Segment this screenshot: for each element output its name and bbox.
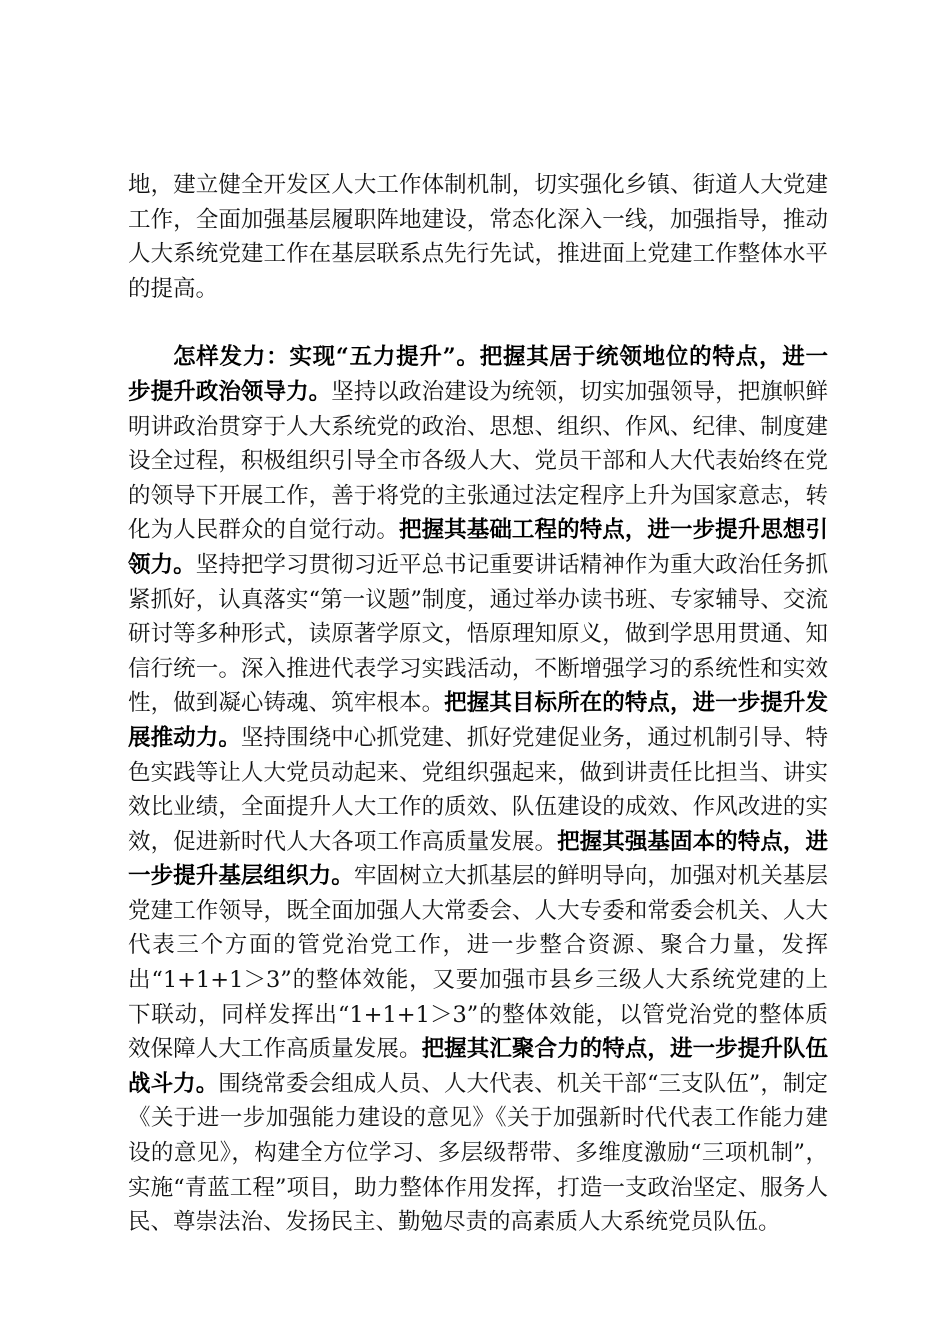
paragraph-2-text-4: 牢固树立大抓基层的鲜明导向，加强对机关基层党建工作领导，既全面加强人大常委会、人大专委和常委会机关、人大代表三个方面的管党治党工作，进一步整合资源、聚合力量，发挥出“1+1+1＞3”的整体效能，又要加强市县乡三级人大系统党建的上下联动，同样发挥出“1+1+1＞3”的整体效能，以管党治党的整体质效保障人大工作高质量发展。 [128, 863, 828, 1063]
paragraph-2-heading-3: 把握其目标所在的特点，进一步提升发展推动力。 [128, 690, 828, 751]
paragraph-2-heading-5: 把握其汇聚合力的特点，进一步提升队伍战斗力。 [128, 1036, 828, 1097]
paragraph-2-text-3: 坚持围绕中心抓党建、抓好党建促业务，通过机制引导、特色实践等让人大党员动起来、党组织强起来，做到讲责任比担当、讲实效比业绩，全面提升人大工作的质效、队伍建设的成效、作风改进的实效，促进新时代人大各项工作高质量发展。 [128, 724, 828, 855]
paragraph-2-heading-4: 把握其强基固本的特点，进一步提升基层组织力。 [128, 828, 828, 890]
paragraph-2-text-1: 坚持以政治建设为统领，切实加强领导，把旗帜鲜明讲政治贯穿于人大系统党的政治、思想、组织、作风、纪律、制度建设全过程，积极组织引导全市各级人大、党员干部和人大代表始终在党的领导下开展工作，善于将党的主张通过法定程序上升为国家意志，转化为人民群众的自觉行动。 [128, 378, 828, 544]
paragraph-2-lead-heading: 怎样发力：实现“五力提升”。把握其居于统领地位的特点，进一步提升政治领导力。 [128, 344, 828, 405]
paragraph-2 [128, 340, 828, 1239]
paragraph-2-text-2: 坚持把学习贯彻习近平总书记重要讲话精神作为重大政治任务抓紧抓好，认真落实“第一议题”制度，通过举办读书班、专家辅导、交流研讨等多种形式，读原著学原文，悟原理知原义，做到学思用贯通、知信行统一。深入推进代表学习实践活动，不断增强学习的系统性和实效性，做到凝心铸魂、筑牢根本。 [128, 551, 828, 717]
paragraph-2-heading-2: 把握其基础工程的特点，进一步提升思想引领力。 [128, 517, 828, 578]
paragraph-1 [128, 168, 828, 306]
document-page [128, 168, 828, 1240]
paragraph-1-text: 地，建立健全开发区人大工作体制机制，切实强化乡镇、街道人大党建工作，全面加强基层履职阵地建设，常态化深入一线，加强指导，推动人大系统党建工作在基层联系点先行先试，推进面上党建工作整体水平的提高。 [128, 172, 828, 302]
paragraph-2-text-5: 围绕常委会组成人员、人大代表、机关干部“三支队伍”，制定《关于进一步加强能力建设的意见》《关于加强新时代代表工作能力建设的意见》，构建全方位学习、多层级帮带、多维度激励“三项机制”，实施“青蓝工程”项目，助力整体作用发挥，打造一支政治坚定、服务人民、尊崇法治、发扬民主、勤勉尽责的高素质人大系统党员队伍。 [128, 1070, 828, 1236]
